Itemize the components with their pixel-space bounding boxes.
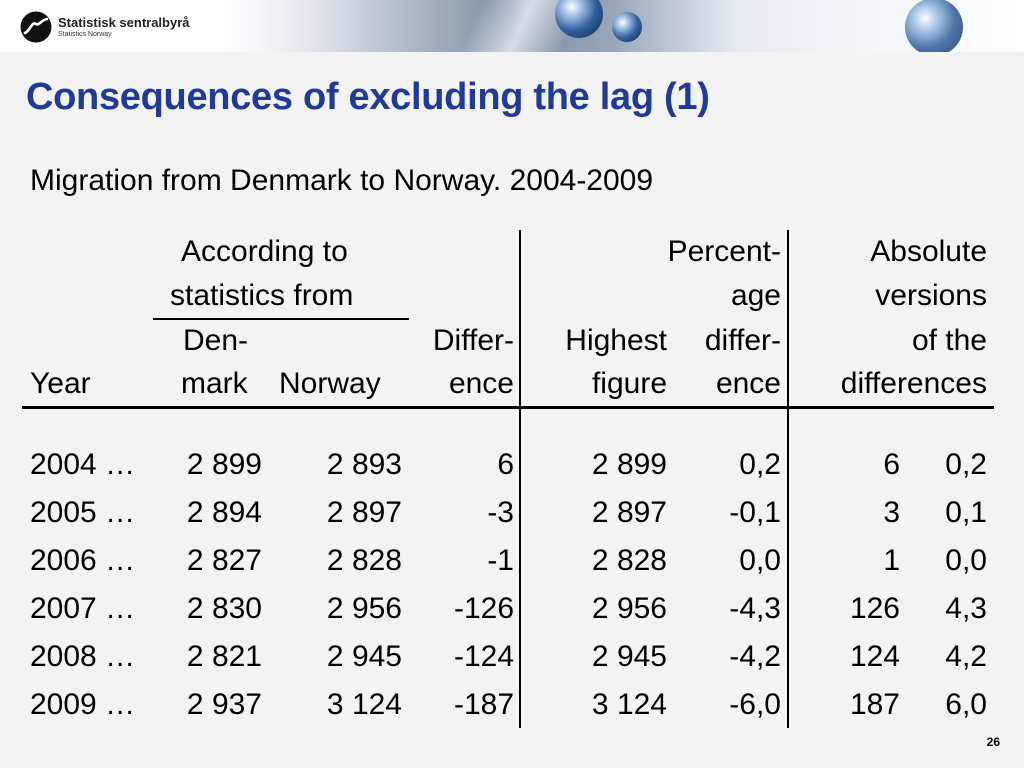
cell-denmark: 2 830 — [186, 592, 262, 625]
cell-norway: 2 956 — [326, 592, 402, 625]
cell-difference: -3 — [487, 496, 514, 529]
cell-highest: 3 124 — [591, 688, 667, 721]
header-denmark-l2: mark — [181, 367, 248, 400]
cell-difference: -124 — [453, 640, 514, 673]
header-highest-l1: Highest — [565, 324, 667, 357]
cell-norway: 2 897 — [326, 496, 402, 529]
cell-year: 2005 … — [30, 496, 136, 529]
cell-pct-diff: 0,0 — [739, 544, 781, 577]
header-norway: Norway — [279, 367, 381, 400]
cell-abs-pct: 0,1 — [945, 496, 987, 529]
cell-highest: 2 828 — [591, 544, 667, 577]
cell-pct-diff: -0,1 — [729, 496, 781, 529]
cell-year: 2009 … — [30, 688, 136, 721]
cell-abs-diff: 126 — [849, 592, 900, 625]
cell-highest: 2 899 — [591, 448, 667, 481]
cell-year: 2008 … — [30, 640, 136, 673]
header-percentage-l4: ence — [715, 367, 781, 400]
header-bottom-rule — [22, 406, 994, 409]
cell-abs-pct: 6,0 — [945, 688, 987, 721]
header-percentage-l1: Percent- — [667, 235, 781, 268]
slide-title: Consequences of excluding the lag (1) — [26, 76, 710, 118]
header-percentage-l2: age — [730, 279, 781, 312]
cell-highest: 2 945 — [591, 640, 667, 673]
header-absolute-l3: of the — [911, 324, 987, 357]
cell-difference: -187 — [453, 688, 514, 721]
cell-pct-diff: -6,0 — [729, 688, 781, 721]
cell-abs-diff: 187 — [849, 688, 900, 721]
page-number: 26 — [986, 735, 1000, 749]
column-separator — [519, 230, 521, 728]
cell-abs-pct: 0,2 — [945, 448, 987, 481]
header-according-to: According to — [181, 235, 348, 268]
cell-year: 2007 … — [30, 592, 136, 625]
cell-denmark: 2 894 — [186, 496, 262, 529]
cell-difference: 6 — [497, 448, 514, 481]
header-highest-l2: figure — [591, 367, 667, 400]
header-statistics-from: statistics from — [170, 279, 354, 312]
cell-pct-diff: 0,2 — [739, 448, 781, 481]
cell-denmark: 2 827 — [186, 544, 262, 577]
cell-pct-diff: -4,2 — [729, 640, 781, 673]
cell-abs-diff: 124 — [849, 640, 900, 673]
logo-subtitle: Statistics Norway — [58, 31, 112, 38]
cell-abs-pct: 4,2 — [945, 640, 987, 673]
cell-norway: 2 945 — [326, 640, 402, 673]
header-year: Year — [30, 367, 91, 400]
cell-denmark: 2 821 — [186, 640, 262, 673]
cell-norway: 2 828 — [326, 544, 402, 577]
cell-denmark: 2 899 — [186, 448, 262, 481]
logo-name: Statistisk sentralbyrå — [58, 15, 190, 30]
cell-norway: 3 124 — [326, 688, 402, 721]
cell-pct-diff: -4,3 — [729, 592, 781, 625]
cell-abs-pct: 0,0 — [945, 544, 987, 577]
cell-difference: -126 — [453, 592, 514, 625]
cell-highest: 2 897 — [591, 496, 667, 529]
cell-year: 2006 … — [30, 544, 136, 577]
header-absolute-l1: Absolute — [870, 235, 987, 268]
header-absolute-l2: versions — [875, 279, 987, 312]
header-difference-l2: ence — [448, 367, 514, 400]
cell-denmark: 2 937 — [186, 688, 262, 721]
header-absolute-l4: differences — [840, 367, 987, 400]
header-difference-l1: Differ- — [432, 324, 514, 357]
slide-subtitle: Migration from Denmark to Norway. 2004-2009 — [30, 164, 654, 197]
cell-difference: -1 — [487, 544, 514, 577]
cell-abs-diff: 3 — [883, 496, 900, 529]
header-percentage-l3: differ- — [704, 324, 781, 357]
column-separator — [787, 230, 789, 728]
cell-year: 2004 … — [30, 448, 136, 481]
header-denmark-l1: Den- — [183, 324, 249, 357]
cell-highest: 2 956 — [591, 592, 667, 625]
cell-abs-diff: 1 — [883, 544, 900, 577]
cell-norway: 2 893 — [326, 448, 402, 481]
cell-abs-pct: 4,3 — [945, 592, 987, 625]
group-header-rule — [153, 318, 409, 320]
cell-abs-diff: 6 — [883, 448, 900, 481]
